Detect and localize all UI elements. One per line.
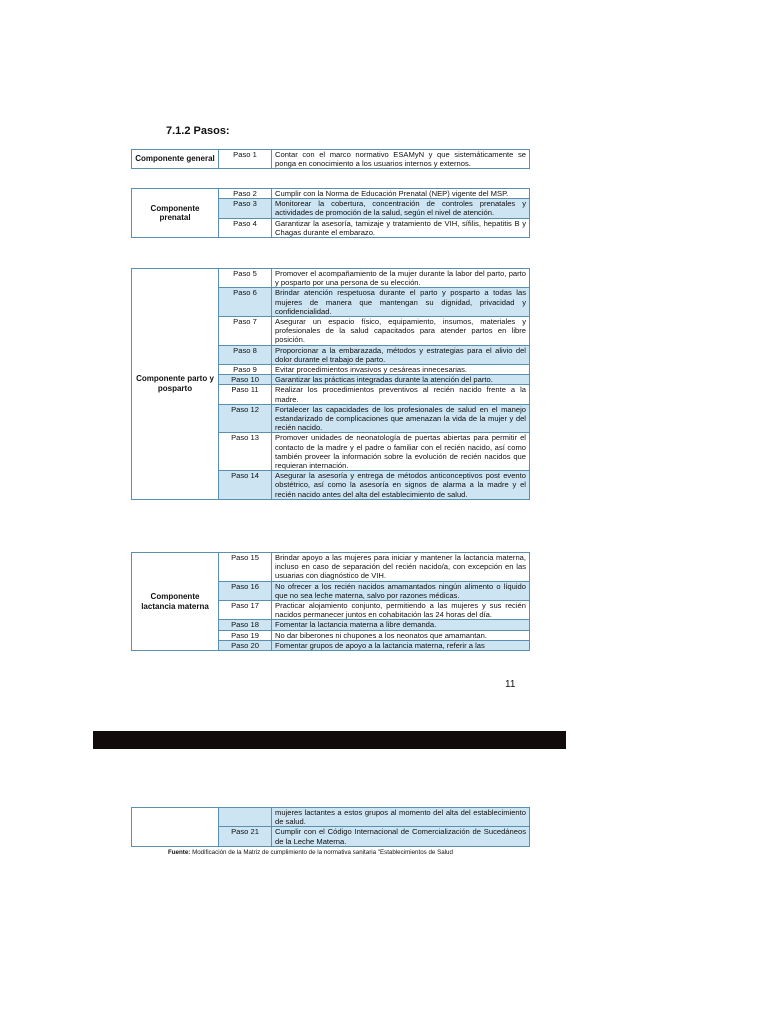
- step-description: Cumplir con la Norma de Educación Prenatal (NEP) vigente del MSP.: [272, 189, 530, 199]
- step-number: Paso 18: [219, 620, 272, 630]
- step-description: Fomentar la lactancia materna a libre demanda.: [272, 620, 530, 630]
- footnote-text: Modificación de la Matriz de cumplimiento de la normativa sanitaria "Establecimientos de Salud: [192, 849, 453, 855]
- step-description: Brindar atención respetuosa durante el parto y posparto a todas las mujeres de manera que mantengan su dignidad, privacidad y confidencialidad.: [272, 288, 530, 317]
- step-description: No ofrecer a los recién nacidos amamantados ningún alimento o líquido que no sea leche materna, salvo por razones médicas.: [272, 581, 530, 600]
- step-description: Garantizar las prácticas integradas durante la atención del parto.: [272, 375, 530, 385]
- step-description: Promover unidades de neonatología de puertas abiertas para permitir el contacto de la madre y el padre o familiar con el recién nacido, así como también proveer la información sobre la evolución de recién nacidos que requieran internación.: [272, 433, 530, 471]
- steps-table-continuation: [131, 807, 530, 847]
- step-description: Garantizar la asesoría, tamizaje y tratamiento de VIH, sífilis, hepatitis B y Chagas durante el embarazo.: [272, 218, 530, 237]
- step-description: Asegurar un espacio físico, equipamiento, insumos, materiales y profesionales de la salud capacitados para atender partos en libre posición.: [272, 317, 530, 346]
- step-number: Paso 10: [219, 375, 272, 385]
- step-number: Paso 9: [219, 365, 272, 375]
- step-number: Paso 6: [219, 288, 272, 317]
- component-label: Componente parto y posparto: [132, 269, 219, 500]
- step-description: Realizar los procedimientos preventivos al recién nacido frente a la madre.: [272, 385, 530, 404]
- step-number: Paso 21: [219, 827, 272, 846]
- step-row: [132, 150, 530, 169]
- step-description: Fortalecer las capacidades de los profesionales de salud en el manejo estandarizado de complicaciones que amenazan la vida de la mujer y del recién nacido.: [272, 404, 530, 433]
- step-description: Proporcionar a la embarazada, métodos y estrategias para el alivio del dolor durante el trabajo de parto.: [272, 345, 530, 364]
- step-row: [132, 269, 530, 288]
- step-number: Paso 7: [219, 317, 272, 346]
- step-description: Evitar procedimientos invasivos y cesáreas innecesarias.: [272, 365, 530, 375]
- step-description: Practicar alojamiento conjunto, permitiendo a las mujeres y sus recién nacidos permanecer juntos en cohabitación las 24 horas del día.: [272, 601, 530, 620]
- step-number: Paso 14: [219, 471, 272, 500]
- step-number: [219, 808, 272, 827]
- step-number: Paso 15: [219, 553, 272, 582]
- step-description: No dar biberones ni chupones a los neonatos que amamantan.: [272, 630, 530, 640]
- steps-table-prenatal: [131, 188, 530, 238]
- step-number: Paso 1: [219, 150, 272, 169]
- step-description: Contar con el marco normativo ESAMyN y que sistemáticamente se ponga en conocimiento a los usuarios internos y externos.: [272, 150, 530, 169]
- step-description: Fomentar grupos de apoyo a la lactancia materna, referir a las: [272, 640, 530, 650]
- step-number: Paso 2: [219, 189, 272, 199]
- step-number: Paso 16: [219, 581, 272, 600]
- steps-table-parto-posparto: [131, 268, 530, 500]
- step-description: Asegurar la asesoría y entrega de métodos anticonceptivos post evento obstétrico, así como la asesoría en signos de alarma a la madre y el recién nacido antes del alta del establecimiento de salud.: [272, 471, 530, 500]
- footnote-label: Fuente:: [168, 849, 191, 855]
- step-description: Cumplir con el Código Internacional de Comercialización de Sucedáneos de la Leche Materna.: [272, 827, 530, 846]
- step-number: Paso 20: [219, 640, 272, 650]
- section-heading: 7.1.2 Pasos:: [166, 125, 230, 137]
- component-label: Componente lactancia materna: [132, 553, 219, 651]
- component-label: [132, 808, 219, 847]
- page-number: 11: [505, 679, 516, 690]
- step-number: Paso 12: [219, 404, 272, 433]
- step-row: [132, 808, 530, 827]
- step-description: mujeres lactantes a estos grupos al momento del alta del establecimiento de salud.: [272, 808, 530, 827]
- page-separator-bar: [93, 731, 566, 749]
- component-label: Componente prenatal: [132, 189, 219, 238]
- step-number: Paso 3: [219, 199, 272, 218]
- step-number: Paso 17: [219, 601, 272, 620]
- step-description: Monitorear la cobertura, concentración de controles prenatales y actividades de promoción de la salud, según el nivel de atención.: [272, 199, 530, 218]
- step-number: Paso 5: [219, 269, 272, 288]
- step-number: Paso 11: [219, 385, 272, 404]
- steps-table-general: [131, 149, 530, 169]
- source-footnote: [168, 849, 508, 855]
- component-label: Componente general: [132, 150, 219, 169]
- step-number: Paso 13: [219, 433, 272, 471]
- step-description: Promover el acompañamiento de la mujer durante la labor del parto, parto y posparto por una persona de su elección.: [272, 269, 530, 288]
- step-description: Brindar apoyo a las mujeres para iniciar y mantener la lactancia materna, incluso en caso de separación del recién nacido/a, con excepción en las usuarias con diagnóstico de VIH.: [272, 553, 530, 582]
- steps-table-lactancia: [131, 552, 530, 651]
- step-number: Paso 4: [219, 218, 272, 237]
- step-row: [132, 189, 530, 199]
- step-number: Paso 19: [219, 630, 272, 640]
- step-row: [132, 553, 530, 582]
- step-number: Paso 8: [219, 345, 272, 364]
